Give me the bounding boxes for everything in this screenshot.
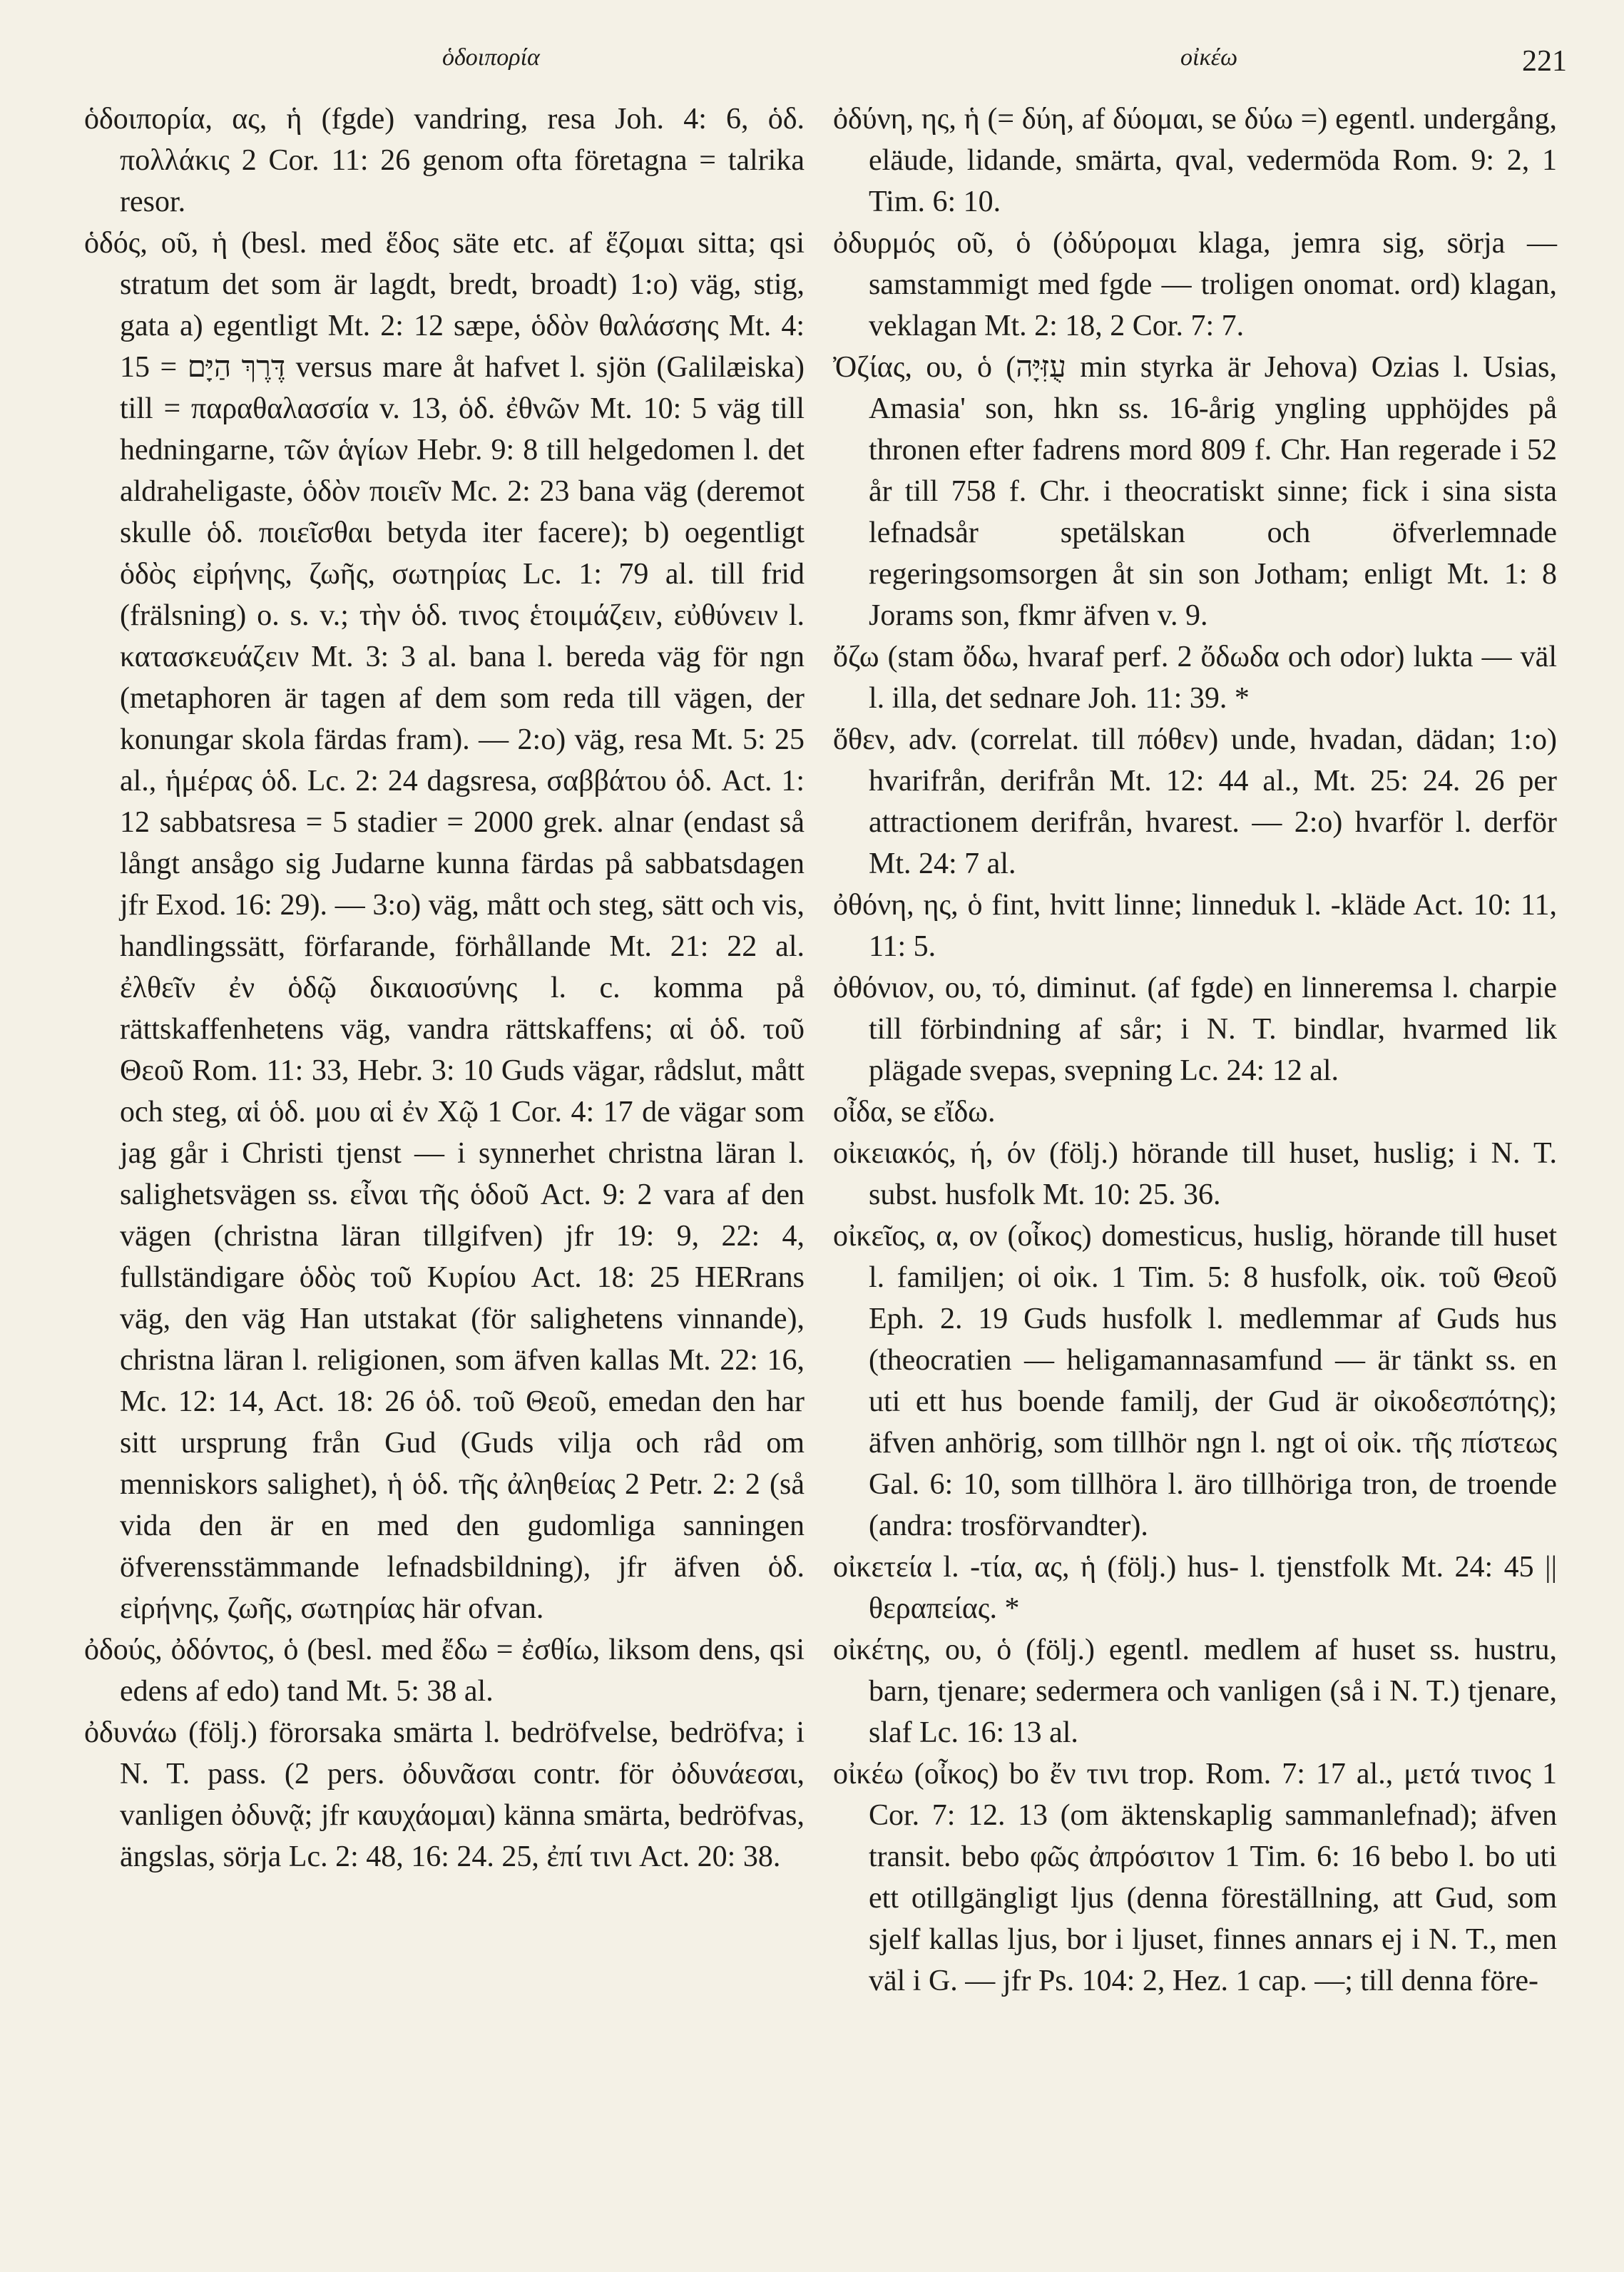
entry-odyrmos: ὀδυρμός οῦ, ὁ (ὀδύρομαι klaga, jemra sig, sörja — samstammigt med fgde — troligen onomat. ord) klagan, veklagan Mt. 2: 18, 2 Cor. 7: 7. — [833, 227, 1557, 342]
left-column — [84, 98, 805, 1878]
entry-hodoiporia: ὁδοιπορία, ας, ἡ (fgde) vandring, resa Joh. 4: 6, ὁδ. πολλάκις 2 Cor. 11: 26 genom ofta företagna = talrika resor. — [84, 103, 805, 218]
entry-hothen: ὅθεν, adv. (correlat. till πόθεν) unde, hvadan, dädan; 1:o) hvarifrån, derifrån Mt. 12: 44 al., Mt. 25: 24. 26 per attractionem derifrån, hvarest. — 2:o) hvarför l. derför Mt. 24: 7 al. — [833, 723, 1557, 880]
entry-hodos: ὁδός, οῦ, ἡ (besl. med ἕδος säte etc. af ἕζομαι sitta; qsi stratum det som är lagdt, bredt, broadt) 1:o) väg, stig, gata a) egentligt Mt. 2: 12 sæpe, ὁδὸν θαλάσσης Mt. 4: 15 = דֶּרֶךְ הַיָּם versus mare åt hafvet l. sjön (Galilæiska) till = παραθαλασσία v. 13, ὁδ. ἐθνῶν Mt. 10: 5 väg till hedningarne, τῶν ἁγίων Hebr. 9: 8 till helgedomen l. det aldraheligaste, ὁδὸν ποιεῖν Mc. 2: 23 bana väg (deremot skulle ὁδ. ποιεῖσθαι betyda iter facere); b) oegentligt ὁδὸς εἰρήνης, ζωῆς, σωτηρίας Lc. 1: 79 al. till frid (frälsning) o. s. v.; τὴν ὁδ. τινος ἑτοιμάζειν, εὐθύνειν l. κατασκευάζειν Mt. 3: 3 al. bana l. bereda väg för ngn (metaphoren är tagen af dem som reda till vägen, der konungar skola färdas fram). — 2:o) väg, resa Mt. 5: 25 al., ἡμέρας ὁδ. Lc. 2: 24 dagsresa, σαββάτου ὁδ. Act. 1: 12 sabbatsresa = 5 stadier = 2000 grek. alnar (endast så långt ansågo sig Judarne kunna färdas på sabbatsdagen jfr Exod. 16: 29). — 3:o) väg, mått och steg, sätt och vis, handlingssätt, förfarande, förhållande Mt. 21: 22 al. ἐλθεῖν ἐν ὁδῷ δικαιοσύνης l. c. komma på rättskaffenhetens väg, vandra rättskaffens; αἱ ὁδ. τοῦ Θεοῦ Rom. 11: 33, Hebr. 3: 10 Guds vägar, rådslut, mått och steg, αἱ ὁδ. μου αἱ ἐν Χῷ 1 Cor. 4: 17 de vägar som jag går i Christi tjenst — i synnerhet christna läran l. salighetsvägen ss. εἶναι τῆς ὁδοῦ Act. 9: 2 vara af den vägen (christna läran tillgifven) jfr 19: 9, 22: 4, fullständigare ὁδὸς τοῦ Κυρίου Act. 18: 25 HERrans väg, den väg Han utstakat (för salighetens vinnande), christna läran l. religionen, som äfven kallas Mt. 22: 16, Mc. 12: 14, Act. 18: 26 ὁδ. τοῦ Θεοῦ, emedan den har sitt ursprung från Gud (Guds vilja och råd om menniskors salighet), ἡ ὁδ. τῆς ἀληθείας 2 Petr. 2: 2 (så vida den är en med den gudomliga sanningen öfverensstämmande lefnadsbildning), jfr äfven ὁδ. εἰρήνης, ζωῆς, σωτηρίας här ofvan. — [84, 227, 805, 1625]
page-header — [0, 44, 1624, 87]
entry-odynao: ὀδυνάω (följ.) förorsaka smärta l. bedröfvelse, bedröfva; i N. T. pass. (2 pers. ὀδυνᾶσαι contr. för ὀδυνάεσαι, vanligen ὀδυνᾷ; jfr καυχάομαι) känna smärta, bedröfvas, ängslas, sörja Lc. 2: 48, 16: 24. 25, ἐπί τινι Act. 20: 38. — [84, 1716, 805, 1873]
entry-othonion: ὀθόνιον, ου, τό, diminut. (af fgde) en linneremsa l. charpie till förbindning af sår; i N. T. bindlar, hvarmed lik plägade svepas, svepning Lc. 24: 12 al. — [833, 972, 1557, 1087]
entry-ozo: ὄζω (stam ὄδω, hvaraf perf. 2 ὄδωδα och odor) lukta — väl l. illa, det sednare Joh. 11: 39. * — [833, 641, 1557, 715]
page-number: 221 — [1522, 45, 1567, 78]
right-column — [833, 98, 1557, 2002]
entry-odous: ὀδούς, ὀδόντος, ὁ (besl. med ἔδω = ἐσθίω, liksom dens, qsi edens af edo) tand Mt. 5: 38 al. — [84, 1634, 805, 1708]
entry-oikeo: οἰκέω (οἶκος) bo ἔν τινι trop. Rom. 7: 17 al., μετά τινος 1 Cor. 7: 12. 13 (om äktenskaplig sammanlefnad); äfven transit. bebo φῶς ἀπρόσιτον 1 Tim. 6: 16 bebo l. bo uti ett otillgängligt ljus (denna föreställning, att Gud, som sjelf kallas ljus, bor i ljuset, finnes annars ej i N. T., men väl i G. — jfr Ps. 104: 2, Hez. 1 cap. —; till denna före- — [833, 1758, 1557, 1997]
right-running-head: οἰκέω — [1180, 44, 1238, 71]
entry-oida: οἶδα, se εἴδω. — [833, 1096, 996, 1129]
entry-oikeiakos: οἰκειακός, ή, όν (följ.) hörande till huset, huslig; i N. T. subst. husfolk Mt. 10: 25. 36. — [833, 1137, 1557, 1211]
left-running-head: ὁδοιπορία — [442, 44, 540, 71]
entry-oiketes: οἰκέτης, ου, ὁ (följ.) egentl. medlem af huset ss. hustru, barn, tjenare; sedermera och vanligen (så i N. T.) tjenare, slaf Lc. 16: 13 al. — [833, 1634, 1557, 1749]
entry-odyne: ὀδύνη, ης, ἡ (= δύη, af δύομαι, se δύω =) egentl. undergång, eläude, lidande, smärta, qval, vedermöda Rom. 9: 2, 1 Tim. 6: 10. — [833, 103, 1557, 218]
entry-othone: ὀθόνη, ης, ὁ fint, hvitt linne; linneduk l. -kläde Act. 10: 11, 11: 5. — [833, 889, 1557, 963]
entry-oiketeia: οἰκετεία l. -τία, ας, ἡ (följ.) hus- l. tjenstfolk Mt. 24: 45 || θεραπείας. * — [833, 1551, 1557, 1625]
entry-oikeios: οἰκεῖος, α, ον (οἶκος) domesticus, huslig, hörande till huset l. familjen; οἱ οἰκ. 1 Tim. 5: 8 husfolk, οἰκ. τοῦ Θεοῦ Eph. 2. 19 Guds husfolk l. medlemmar af Guds hus (theocratien — heligamannasamfund — är tänkt ss. en uti ett hus boende familj, der Gud är οἰκοδεσπότης); äfven anhörig, som tillhör ngn l. ngt οἱ οἰκ. τῆς πίστεως Gal. 6: 10, som tillhöra l. äro tillhöriga tron, de troende (andra: trosförvandter). — [833, 1220, 1557, 1542]
entry-ozias: Ὀζίας, ου, ὁ (עֻזִּיָּה min styrka är Jehova) Ozias l. Usias, Amasia' son, hkn ss. 16-årig yngling upphöjdes på thronen efter fadrens mord 809 f. Chr. Han regerade i 52 år till 758 f. Chr. i theocratiskt sinne; fick i sina sista lefnadsår spetälskan och öfverlemnade regeringsomsorgen åt sin son Jotham; enligt Mt. 1: 8 Jorams son, fkmr äfven v. 9. — [833, 351, 1557, 632]
